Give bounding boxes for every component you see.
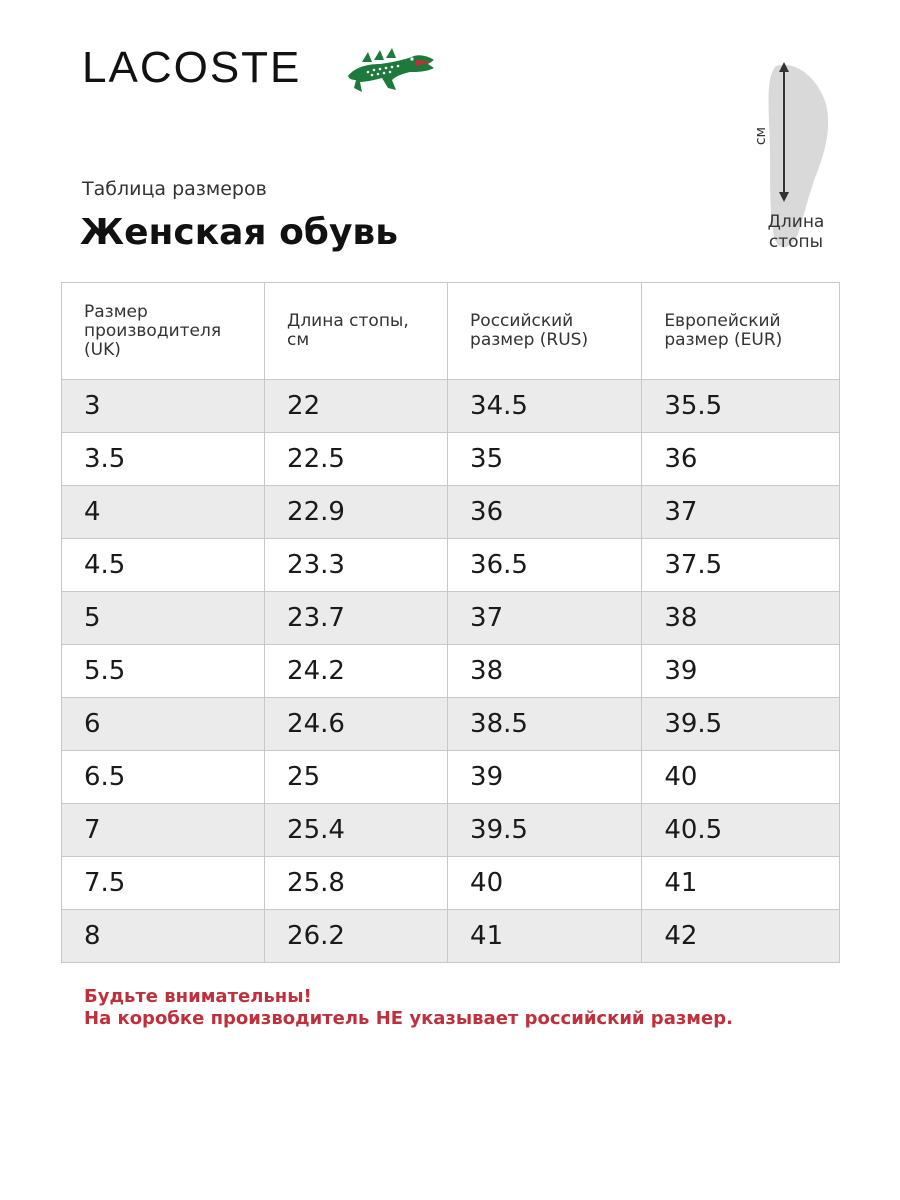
- cell-eur: 39: [642, 645, 840, 698]
- header-text: размер (EUR): [664, 330, 783, 350]
- cell-uk: 7.5: [62, 857, 265, 910]
- table-row: [62, 910, 840, 963]
- table-row: [62, 751, 840, 804]
- cell-uk: 3.5: [62, 433, 265, 486]
- header-text: (UK): [84, 339, 121, 360]
- table-row: [62, 857, 840, 910]
- cell-eur: 40: [642, 751, 840, 804]
- cell-rus: 38.5: [448, 698, 642, 751]
- foot-unit-label: см: [753, 126, 769, 146]
- brand-wordmark: LACOSTE: [82, 43, 302, 92]
- table-row: [62, 486, 840, 539]
- cell-foot-length: 25.4: [265, 804, 448, 857]
- page-title: Женская обувь: [80, 212, 398, 253]
- cell-rus: 39.5: [448, 804, 642, 857]
- cell-rus: 36: [448, 486, 642, 539]
- cell-rus: 41: [448, 910, 642, 963]
- header-text: Российский: [470, 311, 574, 331]
- cell-foot-length: 22.5: [265, 433, 448, 486]
- cell-uk: 6: [62, 698, 265, 751]
- cell-foot-length: 25.8: [265, 857, 448, 910]
- table-row: [62, 698, 840, 751]
- crocodile-icon: [344, 42, 436, 98]
- cell-uk: 6.5: [62, 751, 265, 804]
- cell-eur: 37: [642, 486, 840, 539]
- cell-rus: 40: [448, 857, 642, 910]
- cell-uk: 8: [62, 910, 265, 963]
- cell-foot-length: 26.2: [265, 910, 448, 963]
- cell-uk: 7: [62, 804, 265, 857]
- cell-foot-length: 22: [265, 380, 448, 433]
- cell-eur: 36: [642, 433, 840, 486]
- cell-uk: 4.5: [62, 539, 265, 592]
- table-row: [62, 539, 840, 592]
- cell-foot-length: 25: [265, 751, 448, 804]
- cell-rus: 34.5: [448, 380, 642, 433]
- cell-rus: 35: [448, 433, 642, 486]
- header-foot-length: [265, 283, 448, 380]
- cell-foot-length: 23.3: [265, 539, 448, 592]
- cell-rus: 39: [448, 751, 642, 804]
- cell-uk: 4: [62, 486, 265, 539]
- page-subtitle: Таблица размеров: [82, 178, 267, 200]
- foot-caption: [750, 212, 842, 252]
- header-rus: [448, 283, 642, 380]
- cell-eur: 37.5: [642, 539, 840, 592]
- table-row: [62, 380, 840, 433]
- cell-foot-length: 24.2: [265, 645, 448, 698]
- cell-eur: 35.5: [642, 380, 840, 433]
- cell-rus: 38: [448, 645, 642, 698]
- warning-note: [84, 986, 733, 1030]
- cell-foot-length: 23.7: [265, 592, 448, 645]
- header-text: Длина стопы,: [287, 311, 409, 331]
- cell-eur: 39.5: [642, 698, 840, 751]
- cell-eur: 40.5: [642, 804, 840, 857]
- cell-foot-length: 22.9: [265, 486, 448, 539]
- cell-rus: 37: [448, 592, 642, 645]
- size-table: [61, 282, 840, 963]
- table-row: [62, 592, 840, 645]
- table-row: [62, 433, 840, 486]
- warning-line1: Будьте внимательны!: [84, 986, 312, 1007]
- header-uk: [62, 283, 265, 380]
- cell-uk: 5.5: [62, 645, 265, 698]
- cell-rus: 36.5: [448, 539, 642, 592]
- cell-eur: 38: [642, 592, 840, 645]
- cell-uk: 3: [62, 380, 265, 433]
- header-text: производителя: [84, 320, 222, 341]
- warning-line2: На коробке производитель НЕ указывает российский размер.: [84, 1008, 733, 1029]
- table-row: [62, 804, 840, 857]
- foot-caption-line2: стопы: [768, 232, 824, 252]
- header-text: Размер: [84, 301, 148, 322]
- header-eur: [642, 283, 840, 380]
- cell-uk: 5: [62, 592, 265, 645]
- cell-eur: 42: [642, 910, 840, 963]
- header-text: Европейский: [664, 311, 781, 331]
- header-text: см: [287, 330, 310, 350]
- table-row: [62, 645, 840, 698]
- foot-caption-line1: Длина: [767, 212, 825, 232]
- header-text: размер (RUS): [470, 330, 589, 350]
- table-header-row: [62, 283, 840, 380]
- cell-foot-length: 24.6: [265, 698, 448, 751]
- cell-eur: 41: [642, 857, 840, 910]
